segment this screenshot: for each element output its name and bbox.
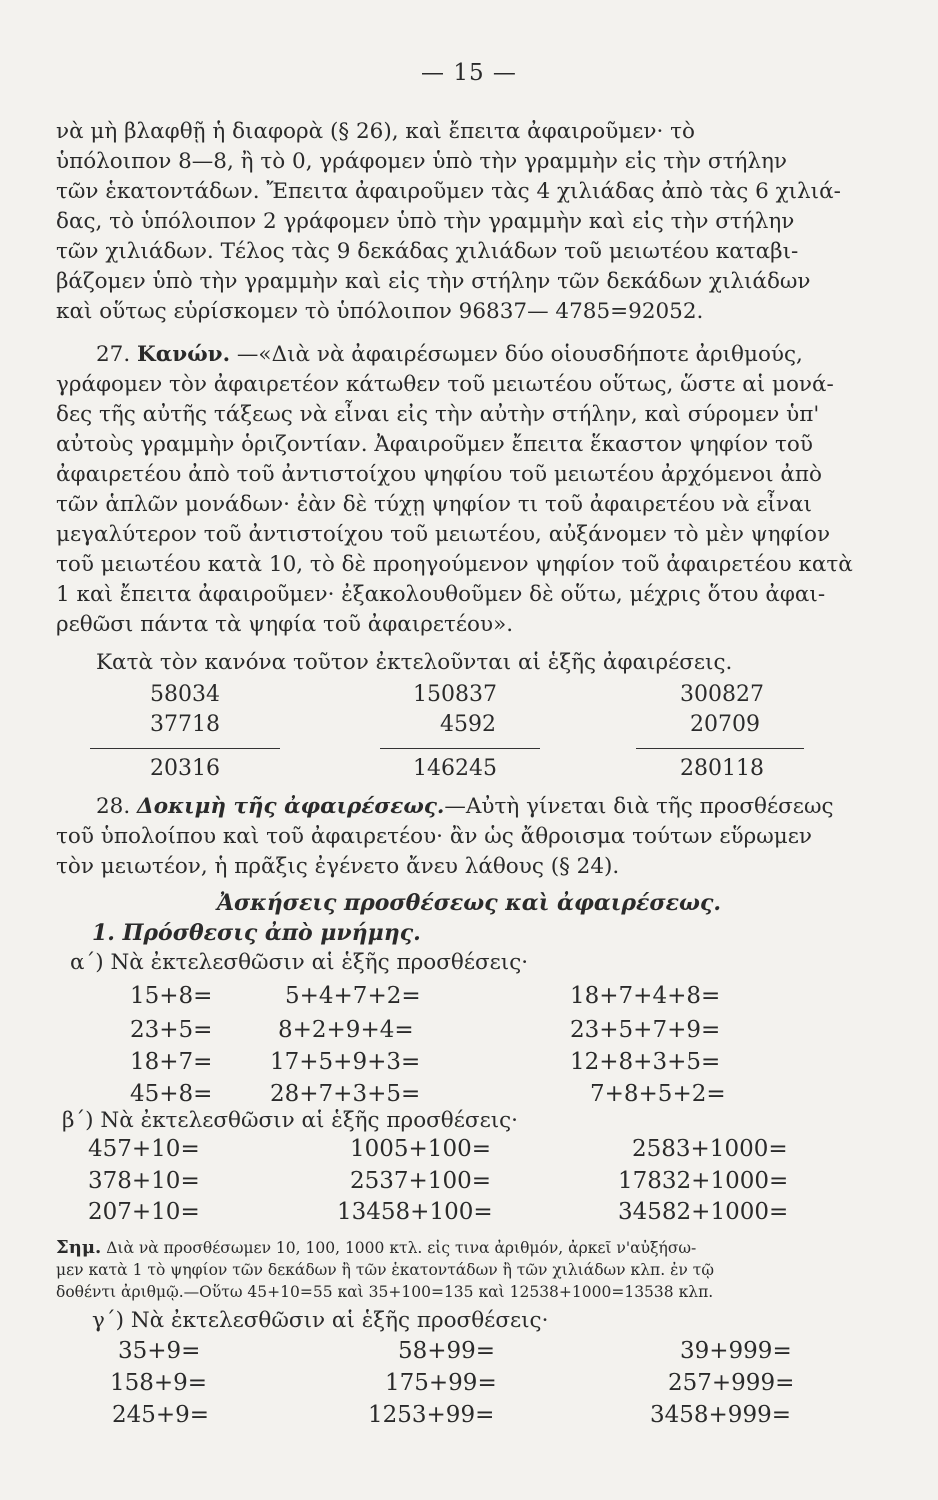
note-text: Διὰ νὰ προσθέσωμεν 10, 100, 1000 κτλ. εἰς τινα ἀριθμόν, ἀρκεῖ ν'αὐξήσω- — [106, 1239, 697, 1257]
exercise-cell: 158+9= — [110, 1370, 208, 1396]
exercise-cell: 7+8+5+2= — [590, 1081, 726, 1107]
note-label: Σημ. — [56, 1237, 102, 1258]
exercise-cell: 3458+999= — [650, 1402, 791, 1428]
exercise-cell: 39+999= — [680, 1338, 792, 1364]
proof-text: —Αὐτὴ γίνεται διὰ τῆς προσθέσεως — [444, 794, 834, 819]
exercise-cell: 245+9= — [112, 1402, 210, 1428]
note-line: δοθέντι ἀριθμῷ.—Οὕτω 45+10=55 καὶ 35+100=135 καὶ 12538+1000=13538 κλπ. — [56, 1283, 714, 1301]
difference: 20316 — [150, 756, 220, 781]
subtrahend: 37718 — [150, 712, 220, 737]
subtraction-line — [90, 748, 280, 749]
difference: 280118 — [680, 756, 764, 781]
exercise-cell: 34582+1000= — [618, 1199, 789, 1225]
section-number: 27. — [96, 342, 131, 367]
exercise-cell: 35+9= — [118, 1338, 201, 1364]
minuend: 300827 — [680, 682, 764, 707]
para-line: καὶ οὕτως εὑρίσκομεν τὸ ὑπόλοιπον 96837— 4785=92052. — [56, 299, 704, 324]
exercise-cell: 207+10= — [88, 1199, 200, 1225]
difference: 146245 — [413, 756, 497, 781]
exercise-cell: 175+99= — [385, 1370, 497, 1396]
exercise-cell: 1253+99= — [368, 1402, 495, 1428]
rule-line: ρεθῶσι πάντα τὰ ψηφία τοῦ ἀφαιρετέου». — [56, 612, 514, 637]
rule-line: γράφομεν τὸν ἀφαιρετέον κάτωθεν τοῦ μειωτέου οὕτως, ὥστε αἱ μονά- — [56, 372, 834, 397]
rule-line: τοῦ μειωτέου κατὰ 10, τὸ δὲ προηγούμενον ψηφίον τοῦ ἀφαιρετέου κατὰ — [56, 552, 853, 577]
subtrahend: 20709 — [690, 712, 760, 737]
page-number: — 15 — — [421, 60, 517, 86]
part-c-intro: γ΄) Νὰ ἐκτελεσθῶσιν αἱ ἑξῆς προσθέσεις· — [92, 1308, 549, 1333]
section-1-heading: 1. Πρόσθεσις ἀπὸ μνήμης. — [92, 920, 421, 946]
section-title: Δοκιμὴ τῆς ἀφαιρέσεως. — [137, 794, 445, 819]
exercise-cell: 18+7= — [130, 1049, 213, 1075]
minuend: 150837 — [413, 682, 497, 707]
para-line: τῶν ἑκατοντάδων. Ἔπειτα ἀφαιροῦμεν τὰς 4 χιλιάδας ἀπὸ τὰς 6 χιλιά- — [56, 179, 841, 204]
exercise-cell: 28+7+3+5= — [270, 1081, 421, 1107]
exercise-cell: 13458+100= — [337, 1199, 493, 1225]
exercise-cell: 23+5= — [130, 1017, 213, 1043]
part-b-intro: β΄) Νὰ ἐκτελεσθῶσιν αἱ ἑξῆς προσθέσεις· — [62, 1108, 519, 1133]
subtrahend: 4592 — [440, 712, 496, 737]
rule-line: 1 καὶ ἔπειτα ἀφαιροῦμεν· ἐξακολουθοῦμεν δὲ οὕτω, μέχρις ὅτου ἀφαι- — [56, 582, 826, 607]
rule-line: Κατὰ τὸν κανόνα τοῦτον ἐκτελοῦνται αἱ ἑξῆς ἀφαιρέσεις. — [96, 650, 733, 675]
note-first-line — [56, 1237, 876, 1259]
exercise-cell: 18+7+4+8= — [570, 983, 721, 1009]
rule-line: ἀφαιρετέου ἀπὸ τοῦ ἀντιστοίχου ψηφίου τοῦ μειωτέου ἀρχόμενοι ἀπὸ — [56, 462, 822, 487]
exercise-cell: 58+99= — [398, 1338, 496, 1364]
rule-text: —«Διὰ νὰ ἀφαιρέσωμεν δύο οἱουσδήποτε ἀριθμούς, — [236, 342, 803, 367]
exercise-cell: 257+999= — [668, 1370, 795, 1396]
exercise-cell: 457+10= — [88, 1136, 200, 1162]
rule-27-first-line — [56, 340, 876, 370]
exercise-cell: 5+4+7+2= — [285, 983, 421, 1009]
exercise-cell: 12+8+3+5= — [570, 1049, 721, 1075]
minuend: 58034 — [150, 682, 220, 707]
para-line: τῶν χιλιάδων. Τέλος τὰς 9 δεκάδας χιλιάδων τοῦ μειωτέου καταβι- — [56, 239, 799, 264]
exercise-cell: 23+5+7+9= — [570, 1017, 721, 1043]
part-a-intro: α΄) Νὰ ἐκτελεσθῶσιν αἱ ἑξῆς προσθέσεις· — [70, 950, 529, 975]
proof-line: τὸν μειωτέον, ἡ πρᾶξις ἐγένετο ἄνευ λάθους (§ 24). — [56, 854, 620, 879]
para-line: βάζομεν ὑπὸ τὴν γραμμὴν καὶ εἰς τὴν στήλην τῶν δεκάδων χιλιάδων — [56, 269, 811, 294]
subtraction-line — [636, 748, 804, 749]
rule-line: αὐτοὺς γραμμὴν ὁριζοντίαν. Ἀφαιροῦμεν ἔπειτα ἕκαστον ψηφίον τοῦ — [56, 432, 813, 457]
para-line: δας, τὸ ὑπόλοιπον 2 γράφομεν ὑπὸ τὴν γραμμὴν καὶ εἰς τὴν στήλην — [56, 209, 795, 234]
exercise-cell: 15+8= — [130, 983, 213, 1009]
rule-line: τῶν ἁπλῶν μονάδων· ἐὰν δὲ τύχῃ ψηφίον τι τοῦ ἀφαιρετέου νὰ εἶναι — [56, 492, 812, 517]
subtraction-line — [380, 748, 540, 749]
proof-line: τοῦ ὑπολοίπου καὶ τοῦ ἀφαιρετέου· ἂν ὡς ἄθροισμα τούτων εὕρωμεν — [56, 824, 812, 849]
section-title: Κανών. — [137, 342, 231, 367]
rule-line: δες τῆς αὐτῆς τάξεως νὰ εἶναι εἰς τὴν αὐτὴν στήλην, καὶ σύρομεν ὑπ' — [56, 402, 820, 427]
exercise-cell: 8+2+9+4= — [278, 1017, 414, 1043]
exercise-cell: 2537+100= — [350, 1168, 491, 1194]
exercises-heading: Ἀσκήσεις προσθέσεως καὶ ἀφαιρέσεως. — [216, 890, 722, 916]
rule-line: μεγαλύτερον τοῦ ἀντιστοίχου τοῦ μειωτέου, αὐξάνομεν τὸ μὲν ψηφίον — [56, 522, 831, 547]
exercise-cell: 17+5+9+3= — [270, 1049, 421, 1075]
exercise-cell: 45+8= — [130, 1081, 213, 1107]
note-line: μεν κατὰ 1 τὸ ψηφίον τῶν δεκάδων ἢ τῶν ἑκατοντάδων ἢ τῶν χιλιάδων κλπ. ἐν τῷ — [56, 1261, 714, 1279]
section-number: 28. — [96, 794, 131, 819]
exercise-cell: 2583+1000= — [632, 1136, 788, 1162]
para-line: νὰ μὴ βλαφθῇ ἡ διαφορὰ (§ 26), καὶ ἔπειτα ἀφαιροῦμεν· τὸ — [56, 119, 695, 144]
exercise-cell: 378+10= — [88, 1168, 200, 1194]
proof-28-first-line — [56, 792, 876, 822]
exercise-cell: 17832+1000= — [618, 1168, 789, 1194]
para-line: ὑπόλοιπον 8—8, ἢ τὸ 0, γράφομεν ὑπὸ τὴν γραμμὴν εἰς τὴν στήλην — [56, 149, 787, 174]
exercise-cell: 1005+100= — [350, 1136, 491, 1162]
